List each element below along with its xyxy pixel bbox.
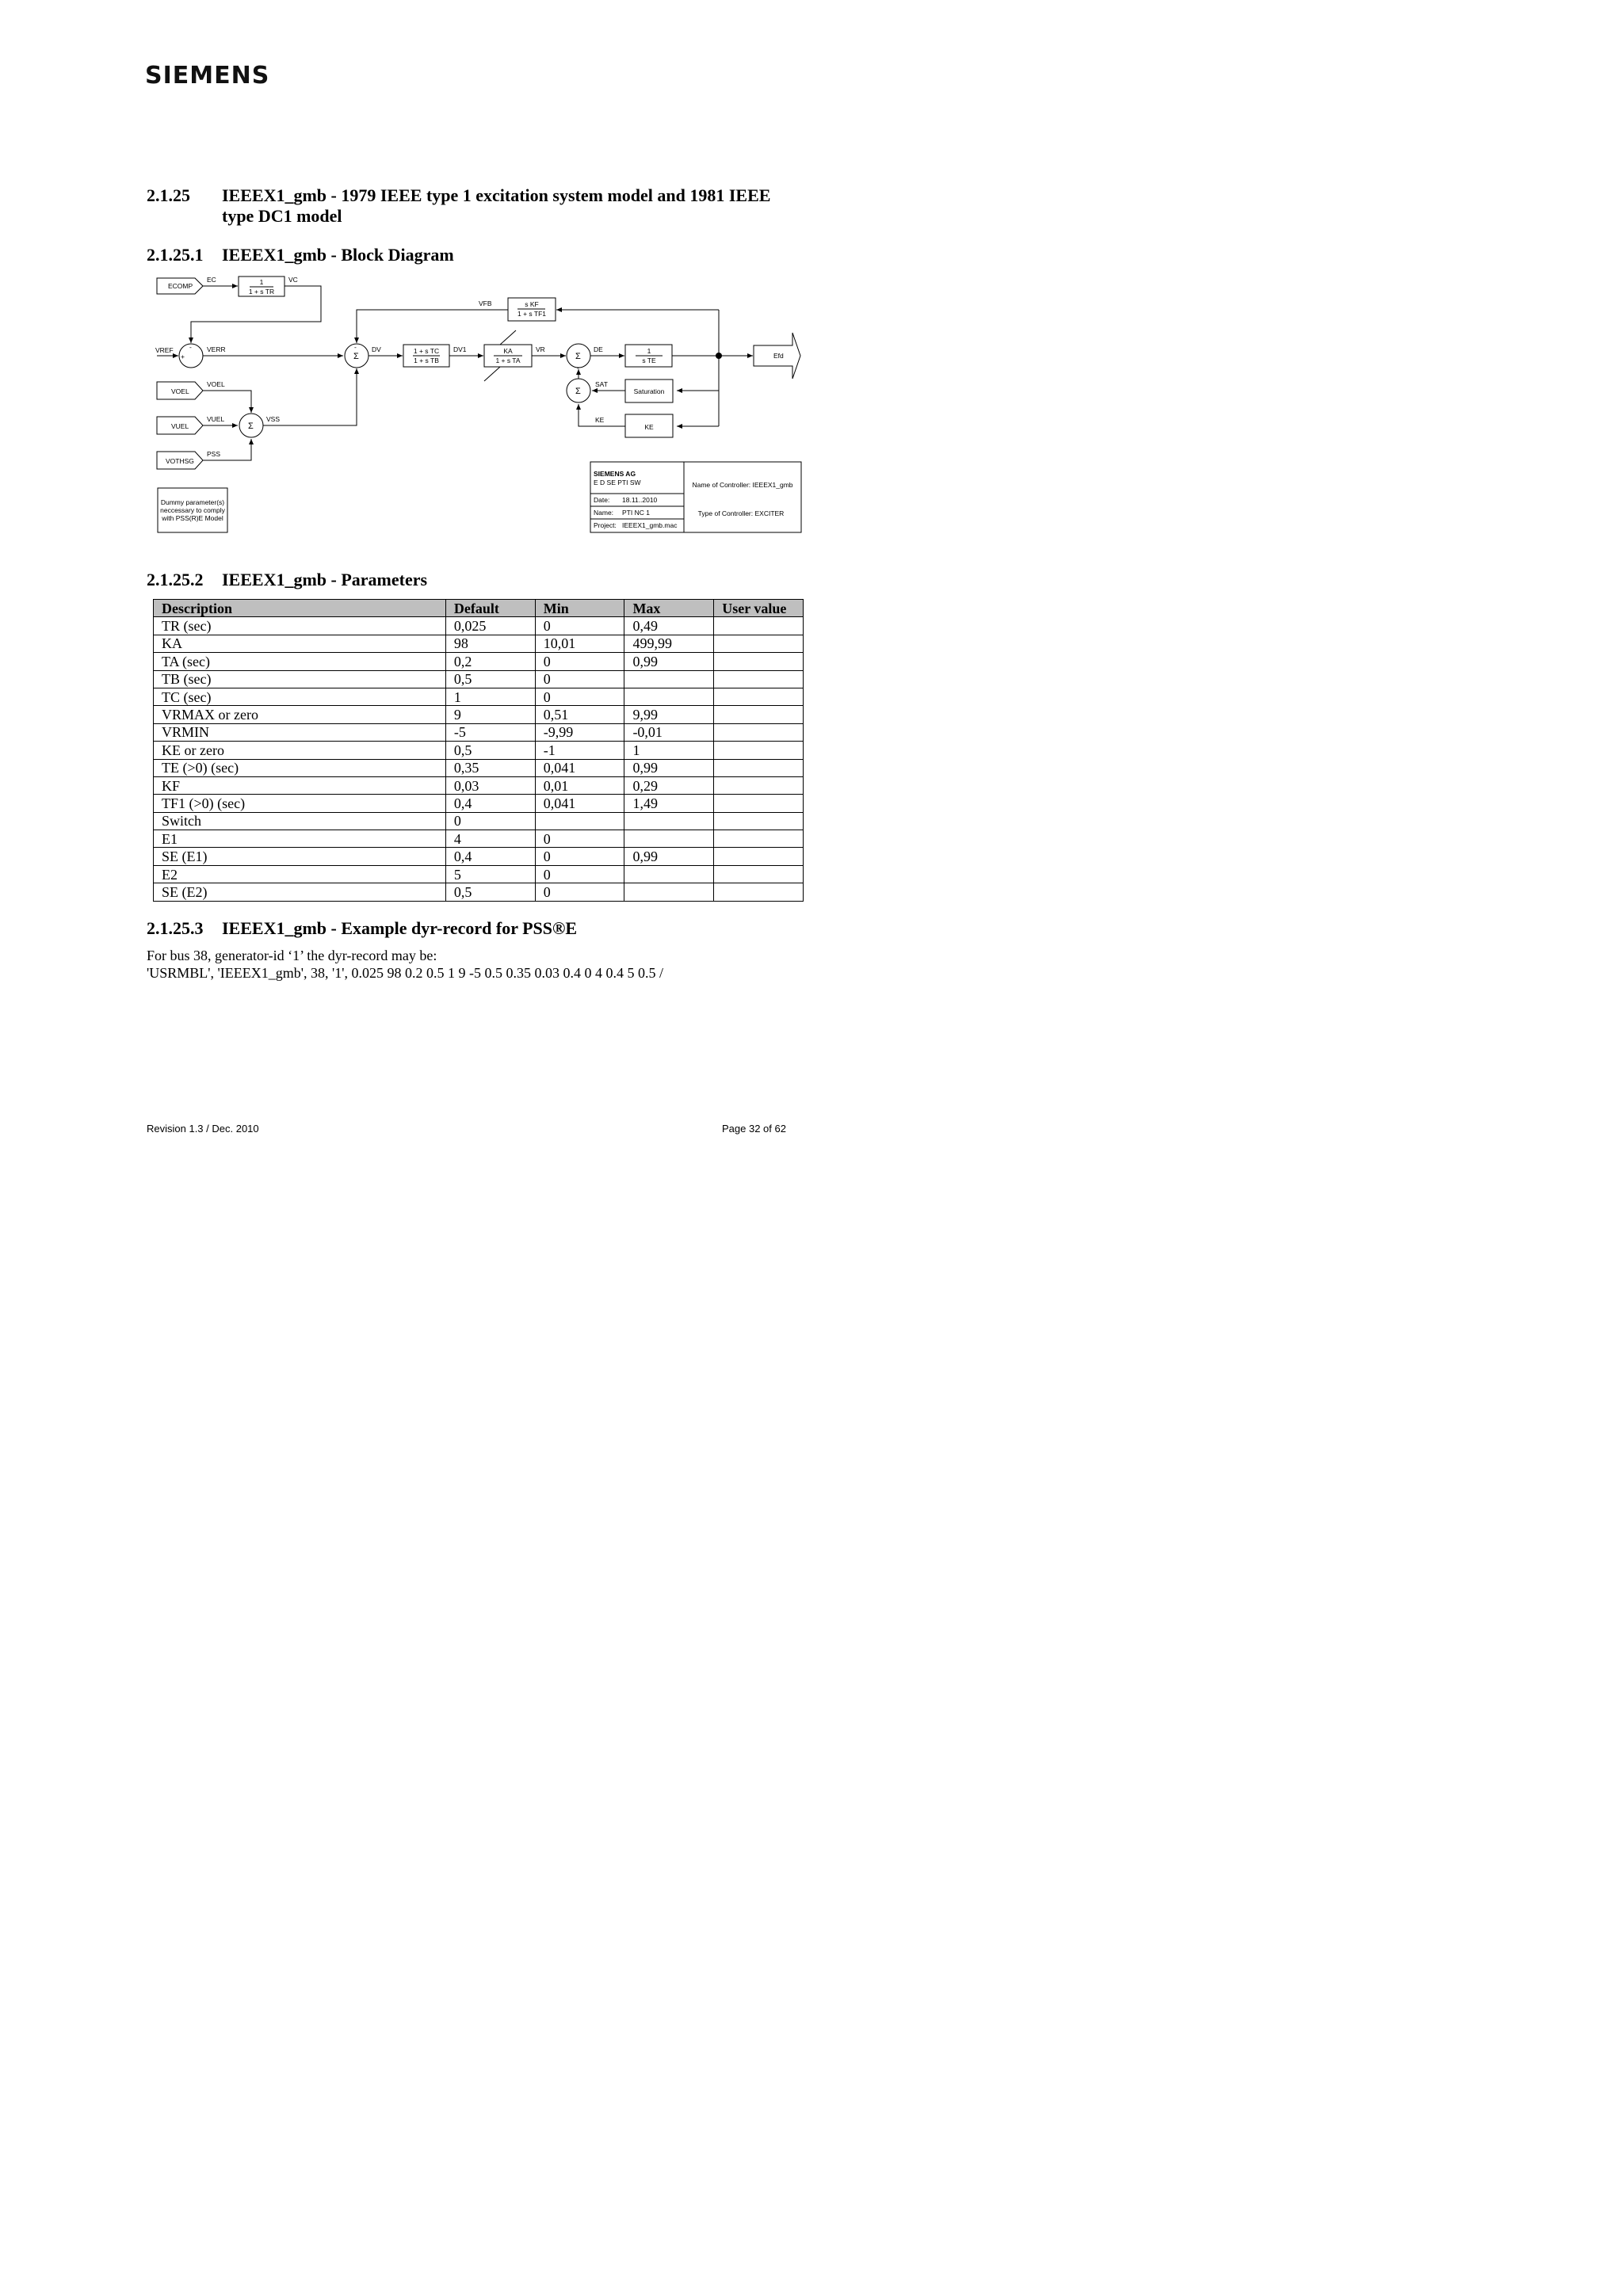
dv-minus-sign: - <box>354 343 357 351</box>
cell-max: 0,49 <box>624 617 714 635</box>
cell-user-value <box>714 776 804 794</box>
cell-max <box>624 688 714 705</box>
cell-default: 98 <box>445 635 535 652</box>
title-block-dept: E D SE PTI SW <box>594 479 641 486</box>
section-title-line1: IEEEX1_gmb - 1979 IEEE type 1 excitation system model and 1981 IEEE <box>222 185 771 205</box>
dummy-note-line2: neccessary to comply <box>160 506 225 514</box>
cell-user-value <box>714 688 804 705</box>
header-min: Min <box>535 600 624 617</box>
cell-min: 0 <box>535 653 624 670</box>
table-row <box>154 688 804 705</box>
label-voel: VOEL <box>207 380 225 388</box>
cell-min: 0 <box>535 670 624 688</box>
label-de: DE <box>594 345 603 353</box>
label-dv1: DV1 <box>453 345 467 353</box>
footer-page-number: Page 32 of 62 <box>722 1123 786 1135</box>
parameters-table-body <box>154 617 804 901</box>
table-header-row <box>154 600 804 617</box>
header-user-value: User value <box>714 600 804 617</box>
table-row <box>154 635 804 652</box>
cell-description: TB (sec) <box>154 670 446 688</box>
cell-max: 0,99 <box>624 759 714 776</box>
header-default: Default <box>445 600 535 617</box>
cell-default: 0,5 <box>445 742 535 759</box>
cell-min: 0 <box>535 688 624 705</box>
ka-numerator: KA <box>503 347 513 355</box>
label-vr: VR <box>536 345 545 353</box>
cell-max <box>624 865 714 883</box>
parameters-heading <box>147 570 701 590</box>
vothsg-box-label: VOTHSG <box>166 457 194 465</box>
cell-min: 0 <box>535 830 624 848</box>
cell-user-value <box>714 812 804 830</box>
label-ec: EC <box>207 276 216 284</box>
cell-user-value <box>714 795 804 812</box>
block-diagram-number: 2.1.25.1 <box>147 245 204 265</box>
cell-min: -1 <box>535 742 624 759</box>
cell-default: 4 <box>445 830 535 848</box>
cell-max: 499,99 <box>624 635 714 652</box>
cell-description: TR (sec) <box>154 617 446 635</box>
cell-max: 1,49 <box>624 795 714 812</box>
title-block-controller-name: Name of Controller: IEEEX1_gmb <box>692 481 793 489</box>
label-ecomp: ECOMP <box>168 282 193 290</box>
kf-numerator: s KF <box>525 300 539 308</box>
parameters-title: IEEEX1_gmb - Parameters <box>222 570 428 589</box>
cell-default: 0,4 <box>445 795 535 812</box>
cell-description: E1 <box>154 830 446 848</box>
table-row <box>154 723 804 741</box>
cell-user-value <box>714 883 804 901</box>
section-heading <box>147 185 828 233</box>
example-title: IEEEX1_gmb - Example dyr-record for PSS®E <box>222 918 578 938</box>
cell-max <box>624 812 714 830</box>
cell-description: SE (E2) <box>154 883 446 901</box>
table-row <box>154 759 804 776</box>
te-numerator: 1 <box>647 347 651 355</box>
table-row <box>154 883 804 901</box>
cell-description: VRMIN <box>154 723 446 741</box>
efd-junction-dot <box>716 353 722 359</box>
cell-user-value <box>714 706 804 723</box>
cell-default: 0,5 <box>445 883 535 901</box>
cell-min: 0,01 <box>535 776 624 794</box>
tr-denominator: 1 + s TR <box>248 288 275 296</box>
ke-box-label: KE <box>644 423 654 431</box>
cell-min: 0,51 <box>535 706 624 723</box>
cell-max: 0,99 <box>624 848 714 865</box>
block-diagram-heading <box>147 245 701 265</box>
parameters-table <box>153 599 804 902</box>
table-row <box>154 865 804 883</box>
header-max: Max <box>624 600 714 617</box>
title-block-project: IEEEX1_gmb.mac <box>622 521 678 529</box>
dummy-note-line3: with PSS(R)E Model <box>162 514 223 522</box>
cell-description: TA (sec) <box>154 653 446 670</box>
cell-description: TC (sec) <box>154 688 446 705</box>
cell-description: TE (>0) (sec) <box>154 759 446 776</box>
dummy-note-line1: Dummy parameter(s) <box>160 498 225 506</box>
title-block-name: PTI NC 1 <box>622 509 650 517</box>
cell-default: 0,5 <box>445 670 535 688</box>
cell-default: 5 <box>445 865 535 883</box>
cell-user-value <box>714 635 804 652</box>
cell-min: 0 <box>535 617 624 635</box>
te-denominator: s TE <box>642 357 656 364</box>
cell-min: -9,99 <box>535 723 624 741</box>
block-diagram <box>151 273 808 539</box>
block-diagram-title: IEEEX1_gmb - Block Diagram <box>222 245 454 265</box>
vss-sigma: Σ <box>248 421 254 431</box>
cell-user-value <box>714 723 804 741</box>
cell-default: 0,025 <box>445 617 535 635</box>
cell-user-value <box>714 617 804 635</box>
cell-description: TF1 (>0) (sec) <box>154 795 446 812</box>
title-block-controller-type: Type of Controller: EXCITER <box>697 509 785 517</box>
cell-max: -0,01 <box>624 723 714 741</box>
title-block-name-label: Name: <box>594 509 614 517</box>
label-dv: DV <box>372 345 381 353</box>
tc-numerator: 1 + s TC <box>413 347 440 355</box>
tr-numerator: 1 <box>259 278 264 286</box>
label-efd: Efd <box>773 352 784 360</box>
section-title-line2: type DC1 model <box>222 206 342 226</box>
vuel-box-label: VUEL <box>171 422 189 430</box>
section-number: 2.1.25 <box>147 185 190 205</box>
title-block-date: 18.11..2010 <box>622 496 658 504</box>
header-description: Description <box>154 600 446 617</box>
de-minus-sign: - <box>577 364 579 372</box>
table-row <box>154 653 804 670</box>
cell-description: KF <box>154 776 446 794</box>
label-ke: KE <box>595 416 605 424</box>
tb-denominator: 1 + s TB <box>414 357 439 364</box>
cell-default: 0,4 <box>445 848 535 865</box>
cell-user-value <box>714 759 804 776</box>
sat-sigma: Σ <box>575 387 581 396</box>
label-vfb: VFB <box>479 299 492 307</box>
cell-max: 0,29 <box>624 776 714 794</box>
de-sigma: Σ <box>575 352 581 361</box>
table-row <box>154 670 804 688</box>
table-row <box>154 830 804 848</box>
ka-denominator: 1 + s TA <box>495 357 521 364</box>
cell-description: VRMAX or zero <box>154 706 446 723</box>
cell-user-value <box>714 653 804 670</box>
cell-min: 0 <box>535 865 624 883</box>
cell-max <box>624 670 714 688</box>
cell-max <box>624 883 714 901</box>
label-sat: SAT <box>595 380 608 388</box>
cell-min: 0 <box>535 848 624 865</box>
table-row <box>154 848 804 865</box>
cell-min: 0,041 <box>535 795 624 812</box>
table-row <box>154 742 804 759</box>
cell-description: KA <box>154 635 446 652</box>
cell-min: 0 <box>535 883 624 901</box>
cell-default: 0,2 <box>445 653 535 670</box>
cell-user-value <box>714 848 804 865</box>
title-block-project-label: Project: <box>594 521 617 529</box>
cell-max: 1 <box>624 742 714 759</box>
cell-description: E2 <box>154 865 446 883</box>
cell-default: -5 <box>445 723 535 741</box>
cell-user-value <box>714 865 804 883</box>
table-row <box>154 617 804 635</box>
cell-default: 0 <box>445 812 535 830</box>
cell-max: 9,99 <box>624 706 714 723</box>
title-block-date-label: Date: <box>594 496 610 504</box>
cell-max: 0,99 <box>624 653 714 670</box>
table-row <box>154 795 804 812</box>
siemens-logo: SIEMENS <box>145 62 270 90</box>
cell-default: 9 <box>445 706 535 723</box>
label-vss: VSS <box>266 415 281 423</box>
example-text-line1: For bus 38, generator-id ‘1’ the dyr-record may be: <box>147 948 437 963</box>
example-dyr-record: 'USRMBL', 'IEEEX1_gmb', 38, '1', 0.025 98 0.2 0.5 1 9 -5 0.5 0.35 0.03 0.4 0 4 0.4 5 0.5 / <box>147 965 663 981</box>
kf-denominator: 1 + s TF1 <box>517 310 546 318</box>
label-vref: VREF <box>155 346 174 354</box>
cell-description: KE or zero <box>154 742 446 759</box>
cell-min: 0,041 <box>535 759 624 776</box>
footer-revision: Revision 1.3 / Dec. 2010 <box>147 1123 259 1135</box>
label-pss: PSS <box>207 450 221 458</box>
verr-minus-sign: - <box>189 343 192 351</box>
cell-default: 0,35 <box>445 759 535 776</box>
title-block-company: SIEMENS AG <box>594 470 636 478</box>
dv-sigma: Σ <box>353 352 359 361</box>
verr-plus-sign: + <box>181 353 185 360</box>
cell-default: 0,03 <box>445 776 535 794</box>
cell-description: SE (E1) <box>154 848 446 865</box>
example-heading <box>147 918 781 939</box>
table-row <box>154 812 804 830</box>
example-number: 2.1.25.3 <box>147 918 204 938</box>
cell-description: Switch <box>154 812 446 830</box>
cell-user-value <box>714 670 804 688</box>
table-row <box>154 706 804 723</box>
cell-default: 1 <box>445 688 535 705</box>
voel-box-label: VOEL <box>171 387 189 395</box>
label-vc: VC <box>288 276 298 284</box>
cell-user-value <box>714 742 804 759</box>
table-row <box>154 776 804 794</box>
label-vuel: VUEL <box>207 415 225 423</box>
cell-min: 10,01 <box>535 635 624 652</box>
saturation-label: Saturation <box>633 387 665 395</box>
parameters-number: 2.1.25.2 <box>147 570 204 589</box>
cell-user-value <box>714 830 804 848</box>
label-verr: VERR <box>207 345 226 353</box>
cell-min <box>535 812 624 830</box>
cell-max <box>624 830 714 848</box>
